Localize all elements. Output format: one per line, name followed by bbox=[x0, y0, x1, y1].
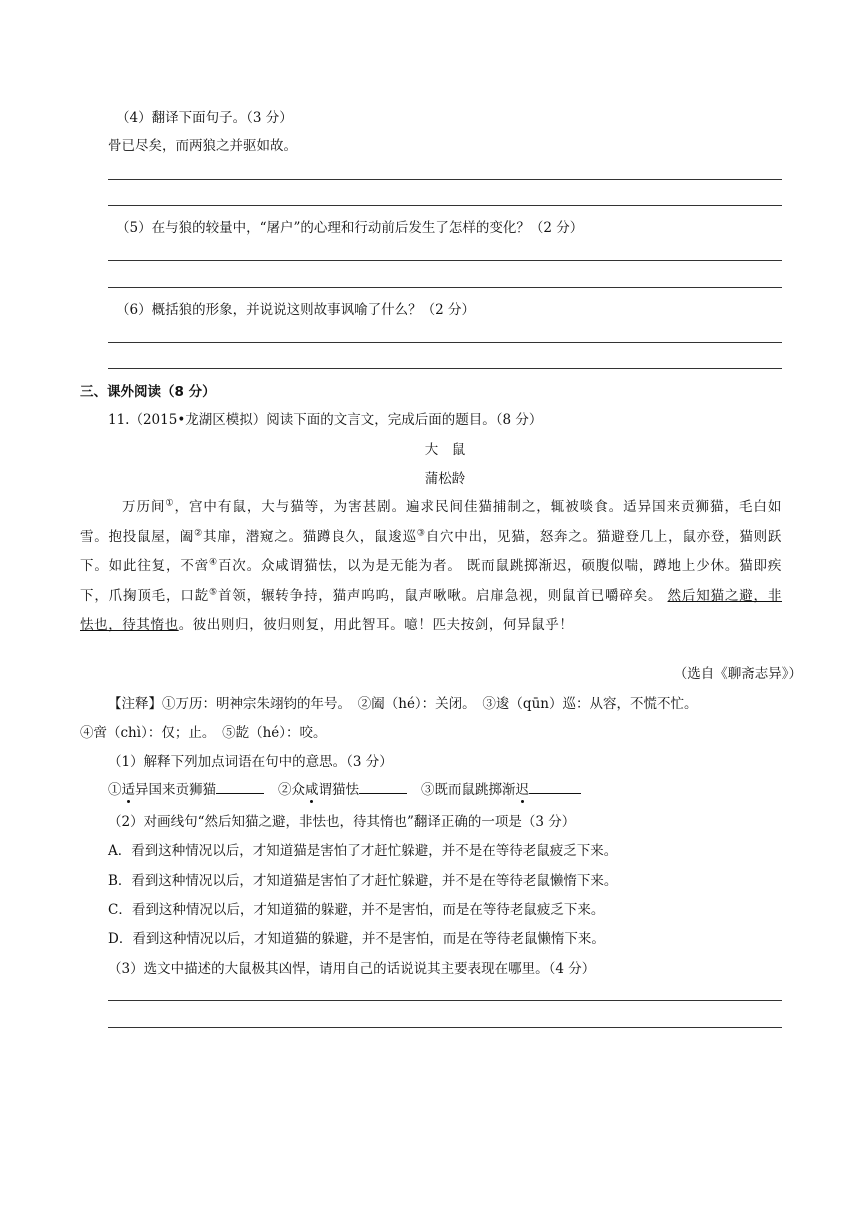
q11-intro: 11.（2015•龙湖区模拟）阅读下面的文言文，完成后面的题目。（8 分） bbox=[108, 412, 543, 428]
notes-line-2: ④啻（chì）：仅；止。 ⑤龁（hé）：咬。 bbox=[80, 725, 327, 741]
sub3-prompt: （3）选文中描述的大鼠极其凶悍，请用自己的话说说其主要表现在哪里。（4 分） bbox=[108, 961, 596, 977]
notes-line-1: 【注释】①万历：明神宗朱翊钧的年号。 ②阖（hé）：关闭。 ③逡（qūn）巡：从容，不慌不忙。 bbox=[108, 696, 698, 712]
option-d[interactable]: D．看到这种情况以后，才知道猫的躲避，并不是害怕，而是在等待老鼠懒惰下来。 bbox=[108, 931, 605, 947]
answer-line bbox=[108, 179, 782, 180]
section-heading: 三、课外阅读（8 分） bbox=[80, 384, 216, 400]
answer-line bbox=[108, 368, 782, 369]
option-b[interactable]: B．看到这种情况以后，才知道猫是害怕了才赶忙躲避，并不是在等待老鼠懒惰下来。 bbox=[108, 873, 618, 889]
answer-blank[interactable] bbox=[529, 781, 581, 794]
option-c[interactable]: C．看到这种情况以后，才知道猫的躲避，并不是害怕，而是在等待老鼠疲乏下来。 bbox=[108, 902, 605, 918]
answer-blank[interactable] bbox=[359, 781, 407, 794]
sub1-items: ①适异国来贡狮猫 ②众咸谓猫怯 ③既而鼠跳掷渐迟 bbox=[108, 778, 595, 798]
answer-line bbox=[108, 260, 782, 261]
sub2-prompt: （2）对画线句“然后知猫之避，非怯也，待其惰也”翻译正确的一项是（3 分） bbox=[108, 814, 576, 830]
q5-prompt: （5）在与狼的较量中，“屠户”的心理和行动前后发生了怎样的变化？（2 分） bbox=[116, 220, 584, 236]
answer-blank[interactable] bbox=[216, 781, 264, 794]
answer-line bbox=[108, 1000, 782, 1001]
answer-line bbox=[108, 342, 782, 343]
q4-prompt: （4）翻译下面句子。（3 分） bbox=[116, 110, 293, 126]
sub1-prompt: （1）解释下列加点词语在句中的意思。（3 分） bbox=[108, 754, 393, 770]
answer-line bbox=[108, 1027, 782, 1028]
passage-source: （选自《聊斋志异》） bbox=[673, 666, 802, 682]
passage-title: 大 鼠 bbox=[424, 442, 466, 458]
passage-author: 蒲松龄 bbox=[424, 471, 466, 487]
q6-prompt: （6）概括狼的形象，并说说这则故事讽喻了什么？（2 分） bbox=[116, 302, 475, 318]
q4-sentence: 骨已尽矣，而两狼之并驱如故。 bbox=[108, 138, 297, 154]
answer-line bbox=[108, 205, 782, 206]
passage-text: 万历间①，宫中有鼠，大与猫等，为害甚剧。遍求民间佳猫捕制之，辄被啖食。适异国来贡狮猫，毛白如雪。抱投鼠屋，阖②其扉，潜窥之。猫蹲良久，鼠逡巡③自穴中出，见猫，怒奔之。猫避登几上，鼠亦登，猫则跃下。如此往复，不啻④百次。众咸谓猫怯，以为是无能为者。 既而鼠跳掷渐迟，硕腹似喘，蹲地上少休。猫即疾下，爪掬顶毛，口龁⑤首领，辗转争持，猫声呜呜，鼠声啾啾。启扉急视，则鼠首已嚼碎矣。 然后知猫之避，非怯也，待其惰也。彼出则归，彼归则复，用此智耳。噫！匹夫按剑，何异鼠乎！ bbox=[80, 498, 783, 633]
answer-line bbox=[108, 287, 782, 288]
option-a[interactable]: A．看到这种情况以后，才知道猫是害怕了才赶忙躲避，并不是在等待老鼠疲乏下来。 bbox=[108, 843, 618, 859]
underlined-sentence: 然后知猫之避，非怯也，待其惰也 bbox=[80, 587, 782, 633]
